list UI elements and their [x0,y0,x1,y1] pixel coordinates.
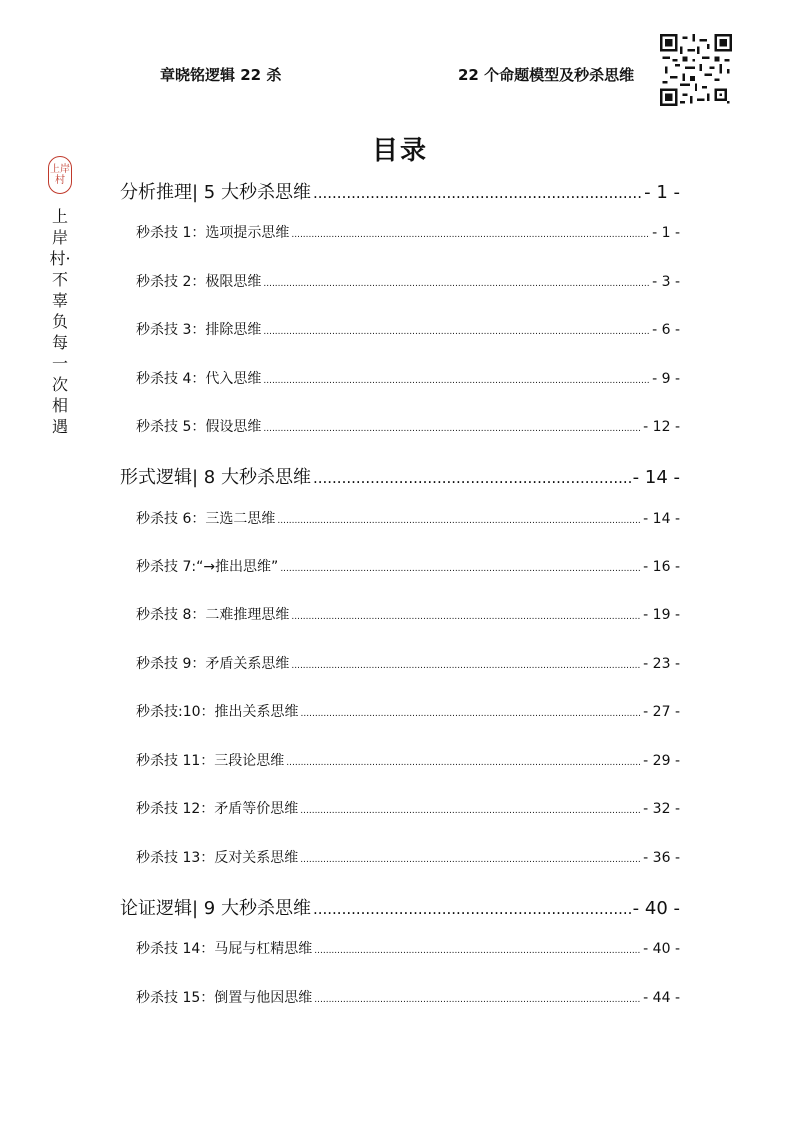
toc-page-number: - 32 - [643,801,680,817]
header-right-title: 22 个命题模型及秒杀思维 [458,66,635,84]
toc-item-label: 秒杀技 7:“→推出思维” [136,559,279,575]
toc-page-number: - 19 - [643,607,680,623]
toc-leader [280,564,641,574]
toc-page-number: - 14 - [643,511,680,527]
header-left-title: 章晓铭逻辑 22 杀 [160,66,282,84]
toc-page-number: - 40 - [632,898,680,919]
toc-page-number: - 23 - [643,656,680,672]
toc-leader [291,661,641,671]
side-motto: 上岸村·不辜负每一次相遇 [49,207,71,436]
toc-item-label: 秒杀技 8：二难推理思维 [136,607,290,623]
toc-leader [314,946,641,956]
toc-item[interactable] [136,508,680,528]
toc-item[interactable] [136,750,680,770]
toc-leader [313,184,642,202]
toc-leader [300,806,641,816]
toc-section[interactable] [120,894,680,920]
toc-section[interactable] [120,178,680,204]
toc-page-number: - 36 - [643,850,680,866]
toc-item-label: 秒杀技 12：矛盾等价思维 [136,801,299,817]
toc-item-label: 秒杀技 11：三段论思维 [136,753,285,769]
toc-leader [313,900,631,918]
toc-leader [291,230,650,240]
toc-item-label: 秒杀技 1：选项提示思维 [136,225,290,241]
toc-page-number: - 14 - [632,467,680,488]
seal-stamp: 上岸村 [48,156,72,194]
toc-page-number: - 27 - [643,704,680,720]
toc-item-label: 秒杀技 14：马屁与杠精思维 [136,941,313,957]
toc-leader [300,855,641,865]
toc-leader [263,327,650,337]
toc-page-number: - 9 - [652,371,680,387]
toc-page-number: - 6 - [652,322,680,338]
toc-item-label: 秒杀技 2：极限思维 [136,274,262,290]
toc-item[interactable] [136,847,680,867]
toc-item-label: 秒杀技 5：假设思维 [136,419,262,435]
toc-section-label: 论证逻辑| 9 大秒杀思维 [120,898,311,919]
toc-leader [286,758,641,768]
toc-leader [263,376,650,386]
toc-item[interactable] [136,653,680,673]
toc-section-label: 形式逻辑| 8 大秒杀思维 [120,467,311,488]
qr-code-icon [660,34,732,106]
toc-item[interactable] [136,604,680,624]
toc-item[interactable] [136,798,680,818]
toc-leader [277,516,641,526]
toc-leader [301,709,642,719]
toc-item[interactable] [136,987,680,1007]
toc-leader [291,612,641,622]
toc-page-number: - 44 - [643,990,680,1006]
toc-item[interactable] [136,222,680,242]
toc-item-label: 秒杀技 4：代入思维 [136,371,262,387]
toc-item[interactable] [136,701,680,721]
toc-page-number: - 1 - [644,182,680,203]
toc-item[interactable] [136,368,680,388]
toc-leader [314,995,641,1005]
toc-page-number: - 1 - [652,225,680,241]
toc-item-label: 秒杀技 9：矛盾关系思维 [136,656,290,672]
toc-section[interactable] [120,463,680,489]
toc-page-number: - 12 - [643,419,680,435]
page-title: 目录 [371,136,428,166]
toc-item-label: 秒杀技 3：排除思维 [136,322,262,338]
toc-item-label: 秒杀技 13：反对关系思维 [136,850,299,866]
toc-item-label: 秒杀技 15：倒置与他因思维 [136,990,313,1006]
toc-item-label: 秒杀技:10：推出关系思维 [136,704,299,720]
toc-page-number: - 29 - [643,753,680,769]
side-branding [46,156,74,437]
toc-page-number: - 40 - [643,941,680,957]
toc-page-number: - 16 - [643,559,680,575]
toc-item-label: 秒杀技 6：三选二思维 [136,511,276,527]
toc-leader [263,424,641,434]
toc-item[interactable] [136,271,680,291]
toc-page-number: - 3 - [652,274,680,290]
toc-leader [313,469,631,487]
toc-item[interactable] [136,938,680,958]
toc-leader [263,279,650,289]
toc-item[interactable] [136,319,680,339]
toc-item[interactable] [136,416,680,436]
toc-section-label: 分析推理| 5 大秒杀思维 [120,182,311,203]
toc-item[interactable] [136,556,680,576]
